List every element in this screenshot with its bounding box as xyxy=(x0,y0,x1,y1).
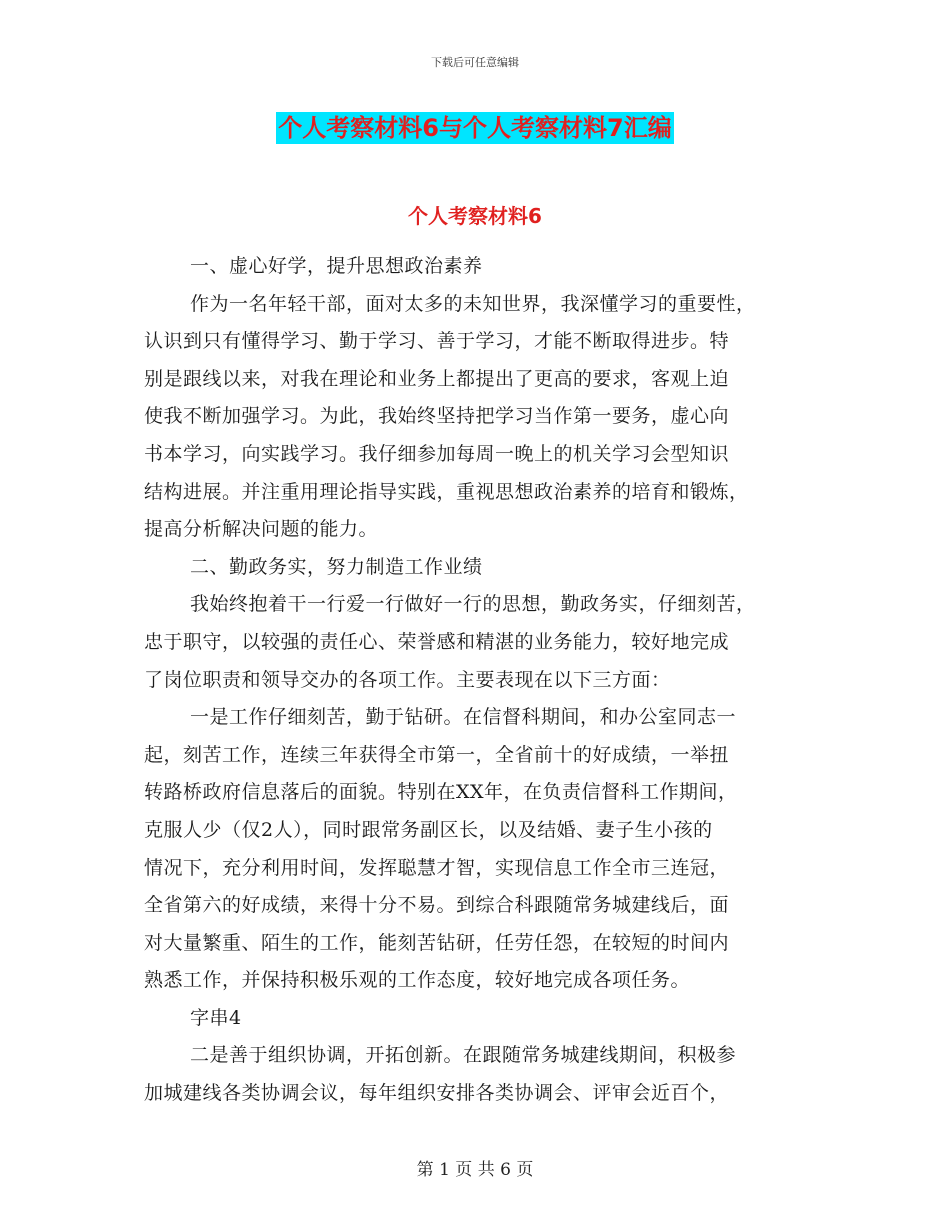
paragraph-line: 加城建线各类协调会议，每年组织安排各类协调会、评审会近百个， xyxy=(144,1082,730,1105)
paragraph-line: 提高分析解决问题的能力。 xyxy=(144,518,379,541)
paragraph-line: 对大量繁重、陌生的工作，能刻苦钻研，任劳任怨，在较短的时间内 xyxy=(144,931,730,954)
paragraph-line: 别是跟线以来，对我在理论和业务上都提出了更高的要求，客观上迫 xyxy=(144,367,730,390)
string-marker: 字串4 xyxy=(190,1006,242,1029)
page-footer: 第 1 页 共 6 页 xyxy=(416,1160,534,1180)
paragraph-line: 转路桥政府信息落后的面貌。特别在XX年，在负责信督科工作期间， xyxy=(144,781,738,804)
paragraph-line: 克服人少（仅2人），同时跟常务副区长，以及结婚、妻子生小孩的 xyxy=(144,818,713,841)
paragraph-line: 情况下，充分利用时间，发挥聪慧才智，实现信息工作全市三连冠， xyxy=(144,856,730,879)
paragraph-line: 起，刻苦工作，连续三年获得全市第一，全省前十的好成绩，一举扭 xyxy=(144,743,730,766)
paragraph-line: 我始终抱着干一行爱一行做好一行的思想，勤政务实，仔细刻苦， xyxy=(190,593,756,616)
paragraph-line: 一是工作仔细刻苦，勤于钻研。在信督科期间，和办公室同志一 xyxy=(190,706,737,729)
heading-1: 一、虚心好学，提升思想政治素养 xyxy=(190,255,483,277)
paragraph-line: 认识到只有懂得学习、勤于学习、善于学习，才能不断取得进步。特 xyxy=(144,330,730,353)
paragraph-line: 二是善于组织协调，开拓创新。在跟随常务城建线期间，积极参 xyxy=(190,1044,737,1067)
paragraph-line: 忠于职守，以较强的责任心、荣誉感和精湛的业务能力，较好地完成 xyxy=(144,630,730,653)
document-body xyxy=(144,248,809,1113)
paragraph-line: 结构进展。并注重用理论指导实践，重视思想政治素养的培育和锻炼， xyxy=(144,480,749,503)
paragraph-line: 全省第六的好成绩，来得十分不易。到综合科跟随常务城建线后，面 xyxy=(144,894,730,917)
paragraph-line: 书本学习，向实践学习。我仔细参加每周一晚上的机关学习会型知识 xyxy=(144,442,730,465)
paragraph-line: 作为一名年轻干部，面对太多的未知世界，我深懂学习的重要性， xyxy=(190,292,756,315)
paragraph-line: 了岗位职责和领导交办的各项工作。主要表现在以下三方面： xyxy=(144,668,671,691)
document-title: 个人考察材料6与个人考察材料7汇编 xyxy=(278,114,672,142)
section-title: 个人考察材料6 xyxy=(408,204,542,228)
paragraph-line: 使我不断加强学习。为此，我始终坚持把学习当作第一要务，虚心向 xyxy=(144,405,730,428)
document-title-container xyxy=(0,112,950,144)
heading-2: 二、勤政务实，努力制造工作业绩 xyxy=(190,555,483,578)
paragraph-line: 熟悉工作，并保持积极乐观的工作态度，较好地完成各项任务。 xyxy=(144,969,691,992)
page-header-note: 下载后可任意编辑 xyxy=(431,56,519,69)
